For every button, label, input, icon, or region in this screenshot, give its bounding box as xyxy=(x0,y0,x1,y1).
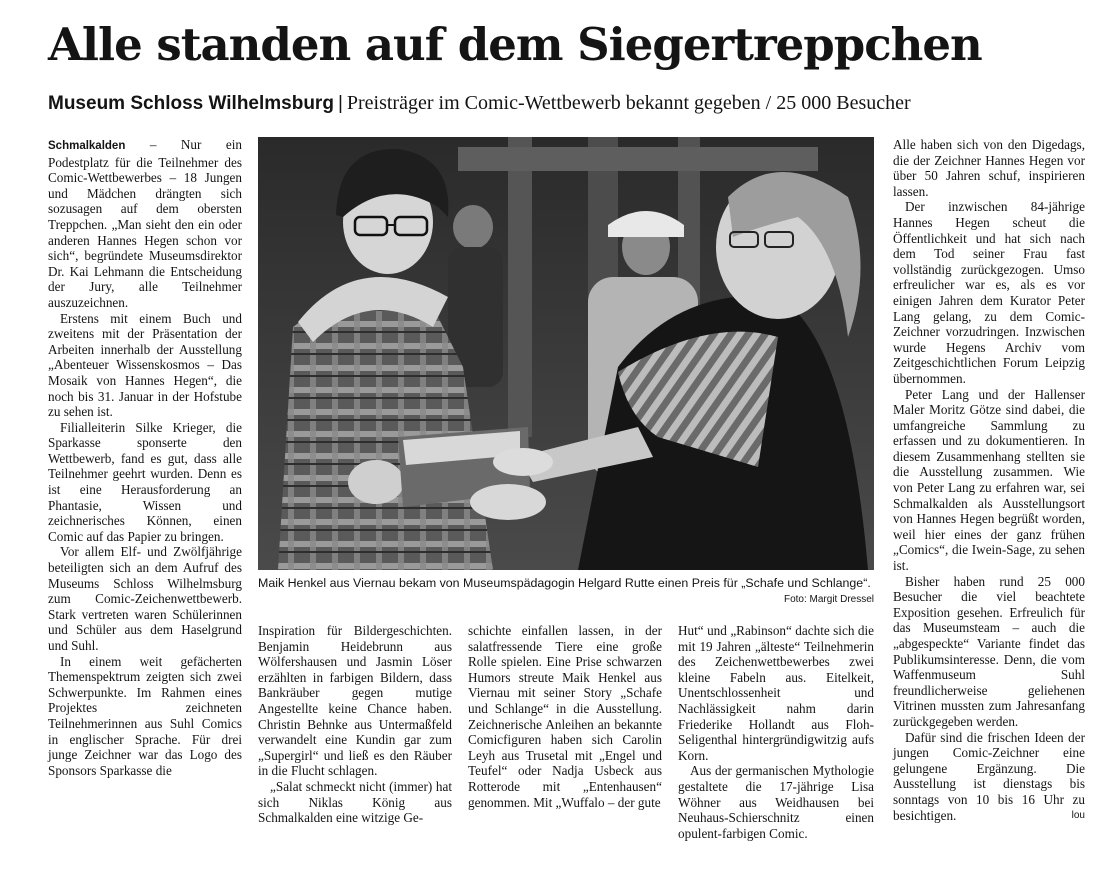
headline: Alle standen auf dem Siegertreppchen xyxy=(48,18,982,71)
paragraph: Bisher haben rund 25 000 Besucher die viel beachtete Exposition gesehen. Erfreulich für das Museumsteam – auch die „abgespeckte“ Variante findet das Publikumsinteresse. Denn, die vom Waffenmuseum Suhl freundlicherweise geliehenen Vitrinen mussten zum Jahresanfang zurückgegeben werden. xyxy=(893,573,1085,729)
paragraph: Der inzwischen 84-jährige Hannes Hegen scheut die Öffentlichkeit und hat sich nach dem Tod seiner Frau fast vollständig zurückgezogen. Umso erfreulicher war es, als es vor einigen Jahren dem Kurator Peter Lang gelang, zu dem Comic-Zeichner vorzudringen. Inzwischen wurde Hegens Archiv vom Zeitgeschichtlichen Forum Leipzig übernommen. xyxy=(893,199,1085,386)
subheadline-separator: | xyxy=(337,93,343,114)
photo-credit: Foto: Margit Dressel xyxy=(783,594,874,605)
subheadline xyxy=(48,93,911,113)
paragraph: Vor allem Elf- und Zwölfjährige beteiligten sich an dem Aufruf des Museums Schloss Wilhelmsburg zum Comic-Zeichenwettbewerb. Stark vertreten waren Schülerinnen und Schüler aus dem Haselgrund und Suhl. xyxy=(48,544,242,653)
article-column-5 xyxy=(893,137,1085,823)
subheadline-rest: Preisträger im Comic-Wettbewerb bekannt gegeben / 25 000 Besucher xyxy=(346,92,911,114)
article-column-3 xyxy=(468,623,662,810)
paragraph: Inspiration für Bildergeschichten. Benjamin Heidebrunn aus Wölfershausen und Jasmin Löser erzählten in farbigen Bildern, dass Bankräuber gegen mutige Angestellte keine Chance haben. Christin Behnke aus Untermaßfeld verwandelt eine Kundin gar zum „Supergirl“ und ließ es den Räuber in die Flucht schlagen. xyxy=(258,623,452,779)
subheadline-museum: Museum Schloss Wilhelmsburg xyxy=(48,93,334,114)
article-column-4 xyxy=(678,623,874,841)
award-photo-illustration xyxy=(258,137,874,570)
paragraph: schichte einfallen lassen, in der salatfressende Tiere eine große Rolle spielen. Eine Prise schwarzen Humors streute Maik Henkel aus Viernau mit seiner Story „Schafe und Schlange“ in die Ausstellung. Zeichnerische Anleihen an bekannte Comicfiguren haben sich Carolin Leyh aus Trusetal mit „Engel und Teufel“ oder Nadja Usbeck aus Rotterode mit „Entenhausen“ genommen. Mit „Wuffalo – der gute xyxy=(468,623,662,810)
paragraph: Alle haben sich von den Digedags, die der Zeichner Hannes Hegen vor über 50 Jahren schuf, inspirieren lassen. xyxy=(893,137,1085,199)
photo-caption xyxy=(258,576,874,605)
article-column-1 xyxy=(48,137,242,778)
paragraph-text: Dafür sind die frischen Ideen der jungen Comic-Zeichner eine gelungene Ergänzung. Die Ausstellung ist dienstags bis sonntags von 10 bis 16 Uhr zu besichtigen. xyxy=(893,729,1085,823)
paragraph: Aus der germanischen Mythologie gestaltete die 17-jährige Lisa Wöhner aus Weidhausen bei Neuhaus-Schierschnitz einen opulent-farbigen Comic. xyxy=(678,763,874,841)
dateline: Schmalkalden xyxy=(48,140,126,152)
paragraph: „Salat schmeckt nicht (immer) hat sich Niklas König aus Schmalkalden eine witzige Ge- xyxy=(258,778,452,826)
paragraph: In einem weit gefächerten Themenspektrum zeigten sich zwei Schwerpunkte. Im Rahmen eines Projektes zeichneten Teilnehmerinnen aus Suhl Comics in englischer Sprache. Für drei junge Zeichner war das Logo des Sponsors Sparkasse die xyxy=(48,653,242,778)
caption-text: Maik Henkel aus Viernau bekam von Museumspädagogin Helgard Rutte einen Preis für „Schafe und Schlange“. xyxy=(258,576,871,590)
article-column-2 xyxy=(258,623,452,826)
paragraph xyxy=(893,730,1085,824)
paragraph xyxy=(48,137,242,311)
paragraph: Peter Lang und der Hallenser Maler Moritz Götze sind dabei, die umfangreiche Sammlung zu erfassen und zu dokumentieren. In diesem Zusammenhang stellten sie die Ausstellung zusammen. Wie von Peter Lang zu erfahren war, sei Schmalkalden als Ausstellungsort von Hannes Hegen begrüßt worden, weil hier eines der ganz frühen „Comics“, die Iwein-Sage, zu sehen ist. xyxy=(893,386,1085,574)
paragraph: Hut“ und „Rabinson“ dachte sich die mit 19 Jahren „älteste“ Teilnehmerin des Zeichenwettbewerbes zwei kleine Fabeln aus. Eitelkeit, Unentschlossenheit und Nachlässigkeit nahm darin Friederike Hollandt aus Floh-Seligenthal hintergründigwitzig aufs Korn. xyxy=(678,623,874,763)
paragraph-text: – Nur ein Podestplatz für die Teilnehmer des Comic-Wettbewerbes – 18 Jungen und Mädchen drängten sich sozusagen auf dem obersten Treppchen. „Man sieht den ein oder anderen Hannes Hegen schon vor sich“, begründete Museumsdirektor Dr. Kai Lehmann die Entscheidung der Jury, alle Teilnehmer auszuzeichnen. xyxy=(48,137,242,310)
paragraph: Filialleiterin Silke Krieger, die Sparkasse sponserte den Wettbewerb, fand es gut, dass alle Teilnehmer geehrt wurden. Denn es ist eine Herausforderung an Phantasie, Wissen und zeichnerisches Können, einen Comic auf das Papier zu bringen. xyxy=(48,419,242,544)
photo xyxy=(258,137,874,570)
paragraph: Erstens mit einem Buch und zweitens mit der Präsentation der Arbeiten innerhalb der Ausstellung „Abenteuer Wissenskosmos – Das Mosaik von Hannes Hegen“, die noch bis 31. Januar in der Hofstube zu sehen ist. xyxy=(48,310,242,420)
author-signature: lou xyxy=(1071,809,1085,821)
